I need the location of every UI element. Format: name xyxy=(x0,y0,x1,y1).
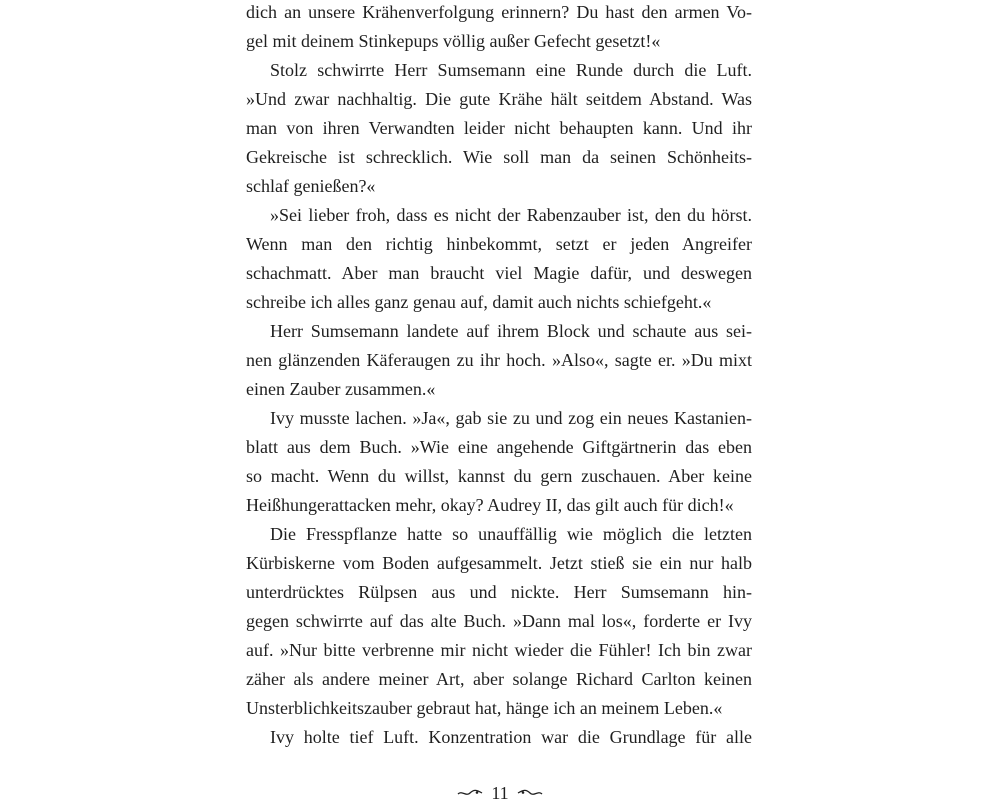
text-line: auf. »Nur bitte verbrenne mir nicht wieder die Fühler! Ich bin zwar xyxy=(246,640,752,660)
text-line: Gekreische ist schrecklich. Wie soll man da seinen Schönheits- xyxy=(246,147,752,167)
text-line: schachmatt. Aber man braucht viel Magie dafür, und deswegen xyxy=(246,263,752,283)
text-line: zäher als andere meiner Art, aber solange Richard Carlton keinen xyxy=(246,669,752,689)
text-line: Unsterblichkeitszauber gebraut hat, hänge ich an meinem Leben.« xyxy=(246,698,723,718)
text-line: man von ihren Verwandten leider nicht behaupten kann. Und ihr xyxy=(246,118,752,138)
page-footer xyxy=(0,780,1000,806)
right-flourish-icon xyxy=(517,787,543,799)
text-line: Ivy holte tief Luft. Konzentration war die Grundlage für alle xyxy=(270,727,752,747)
text-line: Wenn man den richtig hinbekommt, setzt er jeden Angreifer xyxy=(246,234,752,254)
text-line: schreibe ich alles ganz genau auf, damit auch nichts schiefgeht.« xyxy=(246,292,712,312)
text-line: Stolz schwirrte Herr Sumsemann eine Runde durch die Luft. xyxy=(270,60,752,80)
text-line: »Sei lieber froh, dass es nicht der Rabenzauber ist, den du hörst. xyxy=(270,205,752,225)
text-line: gel mit deinem Stinkepups völlig außer Gefecht gesetzt!« xyxy=(246,31,661,51)
page-number: 11 xyxy=(491,782,509,803)
text-line: unterdrücktes Rülpsen aus und nickte. Herr Sumsemann hin- xyxy=(246,582,752,602)
text-line: dich an unsere Krähenverfolgung erinnern? Du hast den armen Vo- xyxy=(246,2,752,22)
text-line: »Und zwar nachhaltig. Die gute Krähe hält seitdem Abstand. Was xyxy=(246,89,752,109)
text-line: Ivy musste lachen. »Ja«, gab sie zu und zog ein neues Kastanien- xyxy=(270,408,752,428)
text-line: nen glänzenden Käferaugen zu ihr hoch. »Also«, sagte er. »Du mixt xyxy=(246,350,752,370)
text-line: Kürbiskerne vom Boden aufgesammelt. Jetzt stieß sie ein nur halb xyxy=(246,553,752,573)
text-line: Heißhungerattacken mehr, okay? Audrey II, das gilt auch für dich!« xyxy=(246,495,734,515)
text-line: so macht. Wenn du willst, kannst du gern zuschauen. Aber keine xyxy=(246,466,752,486)
text-line: einen Zauber zusammen.« xyxy=(246,379,436,399)
text-line: Herr Sumsemann landete auf ihrem Block und schaute aus sei- xyxy=(270,321,752,341)
text-line: blatt aus dem Buch. »Wie eine angehende Giftgärtnerin das eben xyxy=(246,437,752,457)
text-line: Die Fresspflanze hatte so unauffällig wie möglich die letzten xyxy=(270,524,752,544)
text-line: gegen schwirrte auf das alte Buch. »Dann mal los«, forderte er Ivy xyxy=(246,611,752,631)
left-flourish-icon xyxy=(457,787,483,799)
text-line: schlaf genießen?« xyxy=(246,176,376,196)
